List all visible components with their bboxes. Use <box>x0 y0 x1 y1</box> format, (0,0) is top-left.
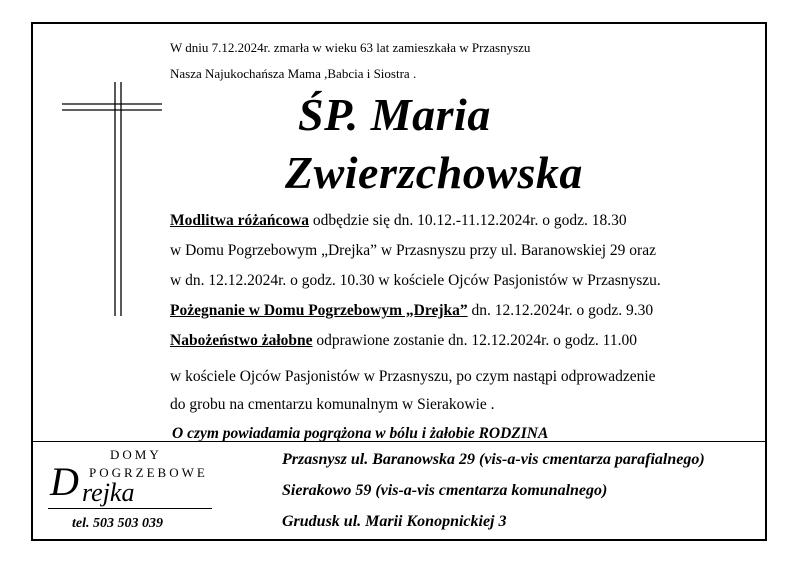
address-przasnysz: Przasnysz ul. Baranowska 29 (vis-a-vis cmentarza parafialnego) <box>282 451 705 468</box>
rosary-line <box>170 212 627 230</box>
farewell-label: Pożegnanie w Domu Pogrzebowym „Drejka” <box>170 302 468 319</box>
address-grudusk: Grudusk ul. Marii Konopnickiej 3 <box>282 513 507 530</box>
address-sierakowo: Sierakowo 59 (vis-a-vis cmentarza komunalnego) <box>282 482 608 499</box>
logo-phone: tel. 503 503 039 <box>72 516 163 531</box>
logo-name: rejka <box>82 478 135 507</box>
ceremony-line-6: w kościele Ojców Pasjonistów w Przasnyszu, po czym nastąpi odprowadzenie <box>170 368 656 385</box>
ceremony-line-3: w dn. 12.12.2024r. o godz. 10.30 w kościele Ojców Pasjonistów w Przasnyszu. <box>170 272 661 289</box>
deceased-surname: Zwierzchowska <box>285 147 583 198</box>
service-text: odprawione zostanie dn. 12.12.2024r. o godz. 11.00 <box>312 332 637 349</box>
logo-line-1: DOMY <box>110 447 162 462</box>
farewell-line <box>170 302 653 320</box>
logo-line-2: POGRZEBOWE <box>89 465 208 480</box>
service-label: Nabożeństwo żałobne <box>170 332 313 349</box>
service-line <box>170 332 637 350</box>
deceased-name: ŚP. Maria <box>298 89 491 140</box>
ceremony-line-2: w Domu Pogrzebowym „Drejka” w Przasnyszu przy ul. Baranowskiej 29 oraz <box>170 242 656 259</box>
ceremony-line-7: do grobu na cmentarzu komunalnym w Sierakowie . <box>170 396 495 413</box>
logo-initial: D <box>50 459 79 504</box>
intro-line-1: W dniu 7.12.2024r. zmarła w wieku 63 lat zamieszkała w Przasnyszu <box>170 40 531 55</box>
logo-underline <box>48 508 212 509</box>
cross-icon <box>58 80 168 320</box>
divider <box>33 441 765 442</box>
rosary-text: odbędzie się dn. 10.12.-11.12.2024r. o godz. 18.30 <box>309 212 627 229</box>
rosary-label: Modlitwa różańcowa <box>170 212 310 229</box>
closing-line: O czym powiadamia pogrążona w bólu i żałobie RODZINA <box>172 425 549 442</box>
intro-line-2: Nasza Najukochańsza Mama ,Babcia i Siostra . <box>170 66 417 81</box>
farewell-text: dn. 12.12.2024r. o godz. 9.30 <box>467 302 654 319</box>
